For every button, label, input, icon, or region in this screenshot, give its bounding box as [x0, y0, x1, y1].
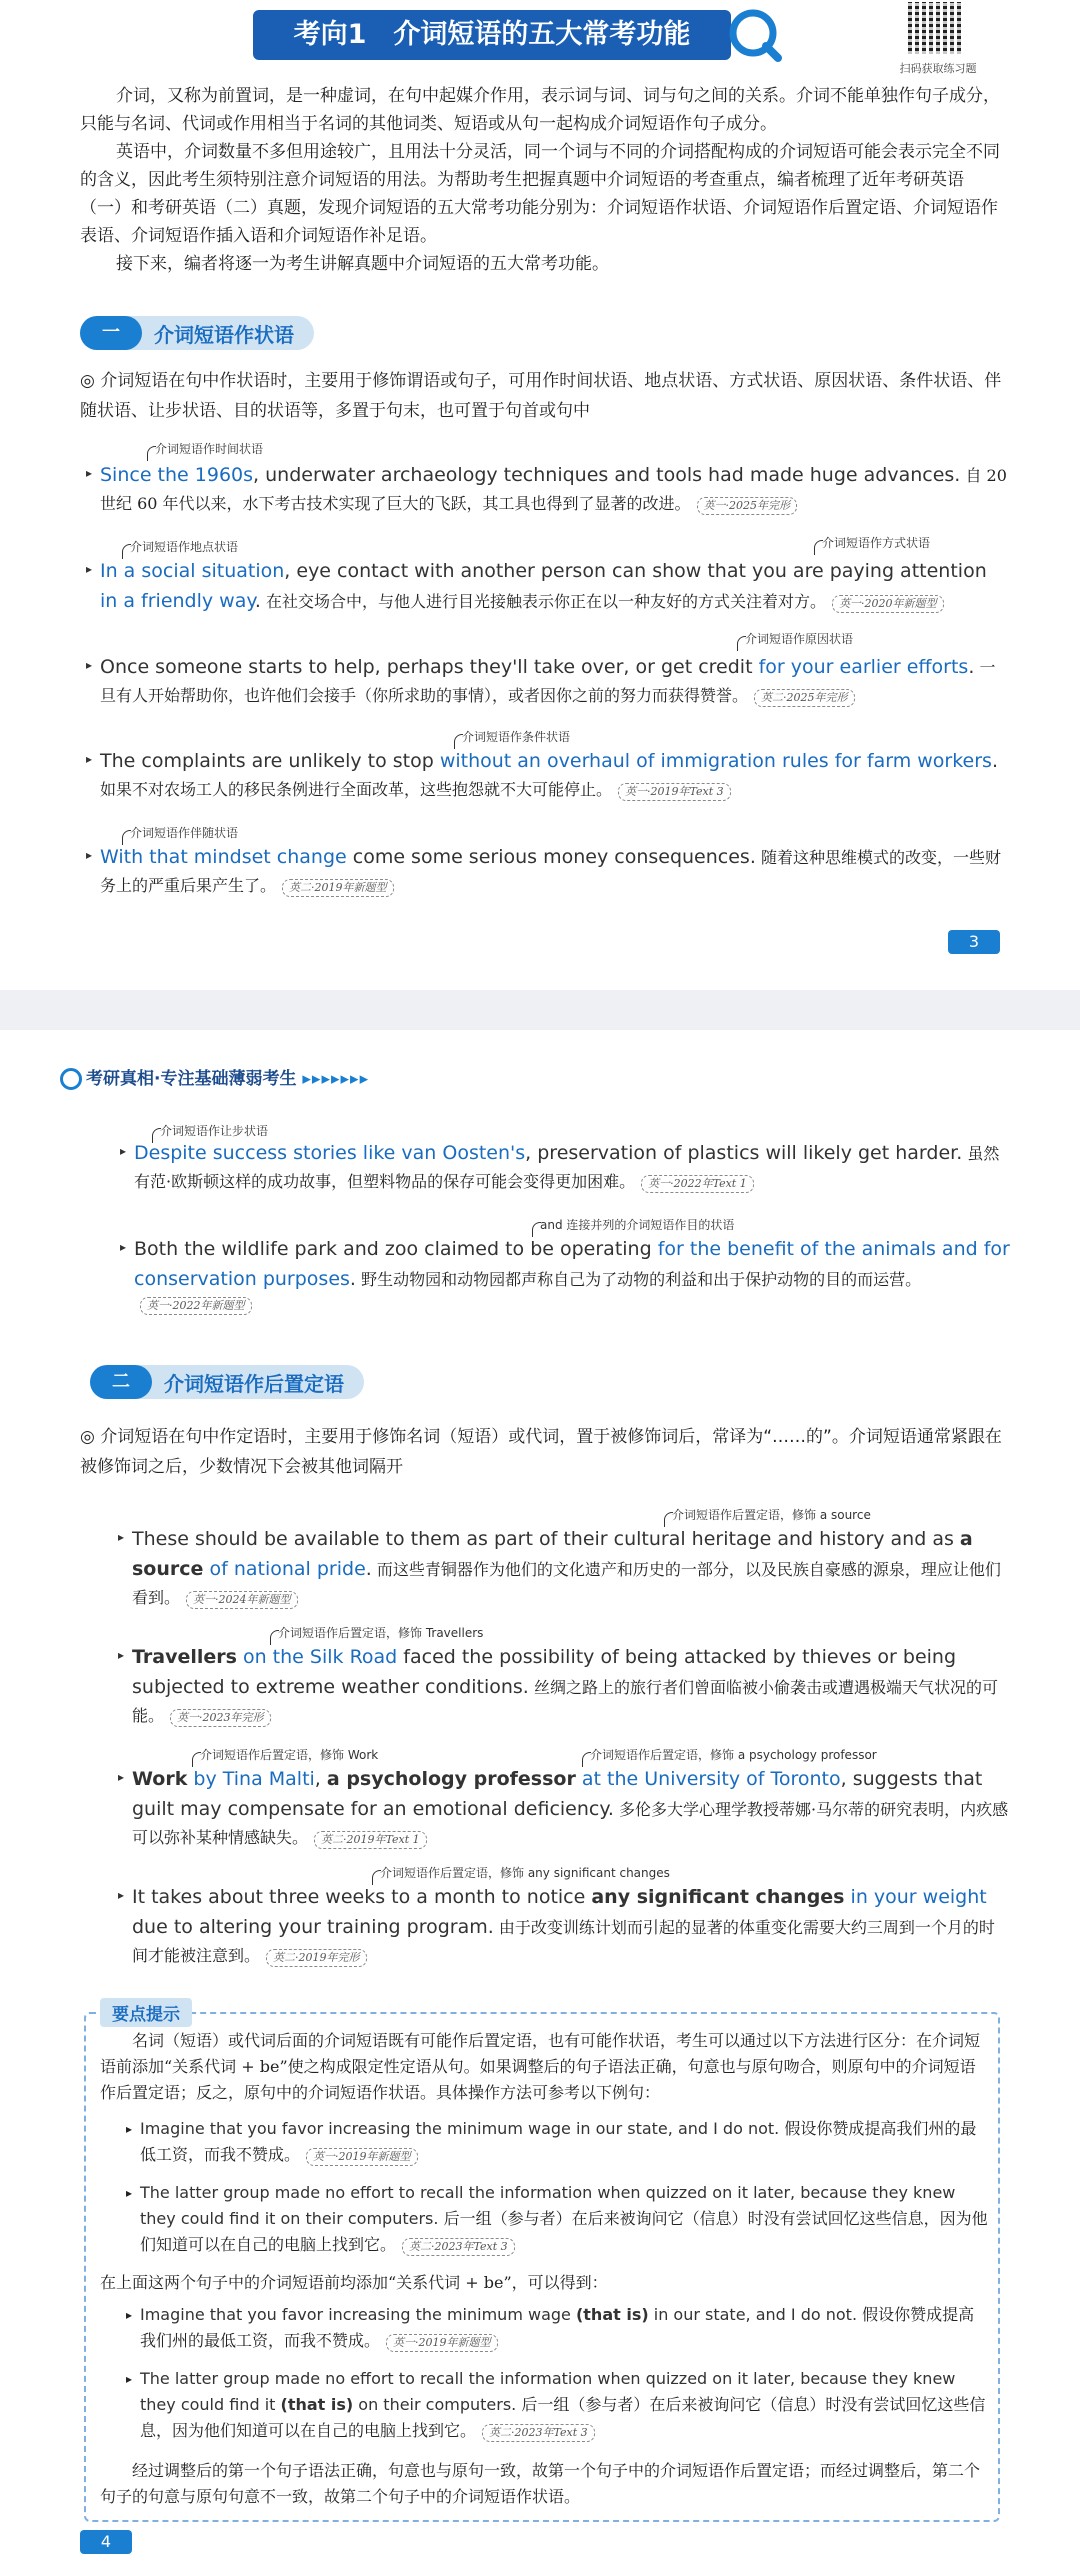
intro-paragraph-3: 接下来，编者将逐一为考生讲解真题中介词短语的五大常考功能。	[116, 254, 609, 274]
sentence-en: , preservation of plastics will likely get harder.	[525, 1142, 963, 1164]
example-item	[118, 1882, 1010, 1970]
highlight-phrase: without an overhaul of immigration rules for farm workers	[439, 750, 992, 772]
tips-example	[140, 2180, 990, 2258]
example-item	[118, 1524, 1010, 1612]
section-intro: ◎ 介词短语在句中作定语时，主要用于修饰名词（短语）或代词，置于被修饰词后，常译为“……的”。介词短语通常紧跟在被修饰词之后，少数情况下会被其他词隔开	[80, 1427, 1002, 1477]
annotation: 介词短语作后置定语，修饰 a psychology professor	[590, 1748, 877, 1762]
source-tag: 英一·2024年新题型	[186, 1591, 298, 1609]
tips-paragraph: 名词（短语）或代词后面的介词短语既有可能作后置定语，也有可能作状语，考生可以通过以下方法进行区分：在介词短语前添加“关系代词 + be”使之构成限定性定语从句。如果调整后的句子语法正确，句意也与原句吻合，则原句中的介词短语作后置定语；反之，原句中的介词短语作状语。具体操作方法可参考以下例句：	[100, 2031, 981, 2102]
highlight-phrase: in our state	[648, 2305, 746, 2324]
translation-zh: 野生动物园和动物园都声称自己为了动物的利益和出于保护动物的目的而运营。	[361, 1270, 922, 1289]
sentence-en: , and I do not.	[745, 2305, 858, 2324]
example-item	[86, 556, 1010, 616]
source-tag: 英一·2019年Text 3	[618, 783, 731, 801]
sentence-en: Imagine that you favor increasing the minimum wage	[140, 2119, 576, 2138]
source-tag: 英二·2023年Text 3	[482, 2424, 595, 2442]
qr-caption: 扫码获取练习题	[899, 62, 977, 75]
annotation: 介词短语作条件状语	[462, 730, 571, 744]
head-noun: a psychology professor	[326, 1768, 576, 1790]
bullet-icon: ▸	[118, 1530, 125, 1544]
annotation: 介词短语作后置定语，修饰 any significant changes	[380, 1866, 670, 1880]
source-tag: 英一·2019年新题型	[306, 2148, 418, 2166]
tips-example	[140, 2116, 990, 2168]
sentence-en: Both the wildlife park and zoo claimed to be operating	[134, 1238, 658, 1260]
inserted-relative: (that is)	[280, 2395, 354, 2414]
sentence-en: .	[991, 750, 999, 772]
translation-zh: 自 20 世纪 60 年代以来，水下考古技术实现了巨大的飞跃，其工具也得到了显著的改进。	[100, 466, 1007, 513]
annotation: and 连接并列的介词短语作目的状语	[540, 1218, 735, 1232]
intro-paragraph-2: 英语中，介词数量不多但用途较广，且用法十分灵活，同一个词与不同的介词搭配构成的介词短语可能会表示完全不同的含义，因此考生须特别注意介词短语的用法。为帮助考生把握真题中介词短语的考查重点，编者梳理了近年考研英语（一）和考研英语（二）真题，发现介词短语的五大常考功能分别为：介词短语作状语、介词短语作后置定语、介词短语作表语、介词短语作插入语和介词短语作补足语。	[80, 142, 1000, 246]
highlight-phrase: at the University of Toronto	[575, 1768, 841, 1790]
example-item	[118, 1642, 1010, 1730]
annotation: 介词短语作让步状语	[160, 1124, 269, 1138]
section-intro: ◎ 介词短语在句中作状语时，主要用于修饰谓语或句子，可用作时间状语、地点状语、方式状语、原因状语、条件状语、伴随状语、让步状语、目的状语等，多置于句末，也可置于句首或句中	[80, 371, 1002, 421]
highlight-phrase: in a friendly way	[100, 590, 255, 612]
bullet-icon: ▸	[120, 1240, 127, 1254]
sentence-en: Imagine that you favor increasing the minimum wage	[140, 2305, 576, 2324]
page-banner-title: 考向1 介词短语的五大常考功能	[253, 10, 731, 60]
source-tag: 英一·2022年新题型	[140, 1297, 252, 1315]
annotation: 介词短语作后置定语，修饰 Travellers	[278, 1626, 484, 1640]
source-tag: 英二·2019年Text 1	[314, 1831, 427, 1849]
sentence-en: The latter group made no effort to recall the information when quizzed on it later, because they knew they could find it	[140, 2183, 956, 2228]
annotation: 介词短语作伴随状语	[130, 826, 239, 840]
source-tag: 英二·2025年完形	[754, 689, 855, 707]
example-item	[118, 1764, 1010, 1852]
sentence-en: , and I do not.	[667, 2119, 780, 2138]
sentence-en: It takes about three weeks to a month to notice	[132, 1886, 592, 1908]
tips-example	[140, 2366, 990, 2444]
translation-zh: 后一组（参与者）在后来被询问它（信息）时没有尝试回忆这些信息，因为他们知道可以在自己的电脑上找到它。	[140, 2395, 986, 2440]
sentence-en: .	[254, 590, 261, 612]
sentence-en: .	[433, 2209, 439, 2228]
page-number: 3	[948, 930, 1000, 954]
head-noun: Travellers	[132, 1646, 237, 1668]
highlight-phrase: Despite success stories like van Oosten's	[134, 1142, 526, 1164]
bullet-icon: ▸	[118, 1888, 125, 1902]
qr-code-icon[interactable]	[908, 2, 964, 54]
highlight-phrase: in our state	[575, 2119, 668, 2138]
bullet-icon: ▸	[120, 1144, 127, 1158]
sentence-en: .	[349, 1268, 356, 1290]
sentence-en: , eye contact with another person can show that you are paying attention	[284, 560, 987, 582]
annotation: 介词短语作时间状语	[155, 442, 264, 456]
highlight-phrase: for your earlier efforts	[758, 656, 969, 678]
running-head	[60, 1064, 369, 1090]
head-noun: a source	[132, 1528, 973, 1580]
translation-zh: 假设你赞成提高我们州的最低工资，而我不赞成。	[140, 2119, 977, 2164]
source-tag: 英一·2020年新题型	[832, 595, 944, 613]
highlight-phrase: by Tina Malti	[187, 1768, 315, 1790]
translation-zh: 后一组（参与者）在后来被询问它（信息）时没有尝试回忆这些信息，因为他们知道可以在自己的电脑上找到它。	[140, 2209, 988, 2254]
bullet-icon: ▸	[118, 1770, 125, 1784]
translation-zh: 在社交场合中，与他人进行目光接触表示你正在以一种友好的方式关注着对方。	[266, 592, 827, 611]
example-item	[120, 1234, 1010, 1315]
bullet-icon: ▸	[86, 466, 93, 480]
page-3	[0, 0, 1080, 990]
magnifier-q-icon	[726, 6, 784, 64]
source-tag: 英二·2019年完形	[266, 1949, 367, 1967]
page-4	[0, 1030, 1080, 2567]
annotation: 介词短语作方式状语	[822, 536, 931, 550]
translation-zh: 丝绸之路上的旅行者们曾面临被小偷袭击或遭遇极端天气状况的可能。	[132, 1678, 998, 1725]
bullet-icon: ▸	[86, 752, 93, 766]
source-tag: 英一·2019年新题型	[386, 2334, 498, 2352]
magnifier-q-icon	[60, 1068, 82, 1090]
tips-label: 要点提示	[100, 1998, 192, 2027]
highlight-phrase: on their computers	[353, 2395, 512, 2414]
source-tag: 英一·2022年Text 1	[641, 1175, 754, 1193]
source-tag: 英二·2023年Text 3	[402, 2238, 515, 2256]
highlight-phrase: in your weight	[844, 1886, 987, 1908]
sentence-en: , underwater archaeology techniques and tools had made huge advances.	[253, 464, 961, 486]
example-item	[86, 652, 1010, 710]
annotation: 介词短语作后置定语，修饰 Work	[200, 1748, 379, 1762]
sentence-en: The latter group made no effort to recall the information when quizzed on it later, because they knew they could find it	[140, 2369, 956, 2414]
annotation: 介词短语作后置定语，修饰 a source	[672, 1508, 871, 1522]
arrows-icon: ▸▸▸▸▸▸▸	[302, 1069, 370, 1089]
section-number: 二	[90, 1365, 152, 1399]
highlight-phrase: on the Silk Road	[236, 1646, 398, 1668]
inserted-relative: (that is)	[575, 2305, 649, 2324]
translation-zh: 虽然有范·欧斯顿这样的成功故事，但塑料物品的保存可能会变得更加困难。	[134, 1144, 1000, 1191]
translation-zh: 假设你赞成提高我们州的最低工资，而我不赞成。	[140, 2305, 975, 2350]
sentence-en: .	[365, 1558, 372, 1580]
sentence-en: , suggests that guilt may compensate for an emotional deficiency.	[132, 1768, 983, 1820]
section-header-1	[80, 316, 314, 350]
sentence-en: due to altering your training program.	[132, 1916, 494, 1938]
source-tag: 英二·2019年新题型	[282, 879, 394, 897]
separator: ,	[314, 1768, 327, 1790]
sentence-en: Once someone starts to help, perhaps they'll take over, or get credit	[100, 656, 759, 678]
example-item	[120, 1138, 1010, 1196]
bullet-icon: ▸	[86, 848, 93, 862]
highlight-phrase: Since the 1960s	[100, 464, 254, 486]
translation-zh: 一旦有人开始帮助你，也许他们会接手（你所求助的事情），或者因你之前的努力而获得赞誉。	[100, 658, 996, 705]
bullet-icon: ▸	[118, 1648, 125, 1662]
source-tag: 英一·2025年完形	[697, 497, 798, 515]
example-item	[86, 460, 1010, 518]
sentence-en: .	[968, 656, 975, 678]
section-number: 一	[80, 316, 142, 350]
sentence-en: These should be available to them as part of their cultural heritage and history and as	[132, 1528, 960, 1550]
annotation: 介词短语作地点状语	[130, 540, 239, 554]
intro-paragraph-1: 介词，又称为前置词，是一种虚词，在句中起媒介作用，表示词与词、词与句之间的关系。介词不能单独作句子成分，只能与名词、代词或作用相当于名词的其他词类、短语或从句一起构成介词短语作句子成分。	[80, 86, 1000, 134]
highlight-phrase: With that mindset change	[100, 846, 347, 868]
translation-zh: 多伦多大学心理学教授蒂娜·马尔蒂的研究表明，内疚感可以弥补某种情感缺失。	[132, 1800, 1009, 1847]
translation-zh: 由于改变训练计划而引起的显著的体重变化需要大约三周到一个月的时间才能被注意到。	[132, 1918, 995, 1965]
source-tag: 英一·2023年完形	[170, 1709, 271, 1727]
sentence-en: .	[511, 2395, 517, 2414]
highlight-phrase: of national pride	[203, 1558, 366, 1580]
highlight-phrase: In a social situation	[100, 560, 285, 582]
sentence-en: come some serious money consequences.	[346, 846, 756, 868]
highlight-phrase: on their computers	[280, 2209, 434, 2228]
tips-example	[140, 2302, 990, 2354]
section-title: 介词短语作后置定语	[164, 1371, 344, 1396]
translation-zh: 随着这种思维模式的改变，一些财务上的严重后果产生了。	[100, 848, 1001, 895]
example-item	[86, 746, 1010, 804]
section-header-2	[90, 1365, 364, 1399]
section-title: 介词短语作状语	[154, 322, 294, 347]
head-noun: any significant changes	[591, 1886, 845, 1908]
tips-paragraph: 在上面这两个句子中的介词短语前均添加“关系代词 + be”，可以得到：	[100, 2273, 608, 2292]
tips-paragraph: 经过调整后的第一个句子语法正确，句意也与原句一致，故第一个句子中的介词短语作后置定语；而经过调整后，第二个句子的句意与原句句意不一致，故第二个句子中的介词短语作状语。	[100, 2461, 981, 2506]
page-gap	[0, 990, 1080, 1030]
head-noun: Work	[132, 1768, 188, 1790]
page-number: 4	[80, 2530, 132, 2554]
bullet-icon: ▸	[86, 658, 93, 672]
translation-zh: 而这些青铜器作为他们的文化遗产和历史的一部分，以及民族自豪感的源泉，理应让他们看到。	[132, 1560, 1001, 1607]
translation-zh: 如果不对农场工人的移民条例进行全面改革，这些抱怨就不大可能停止。	[100, 780, 613, 799]
sentence-en: faced the possibility of being attacked by thieves or being subjected to extreme weather conditions.	[132, 1646, 957, 1698]
annotation: 介词短语作原因状语	[745, 632, 854, 646]
bullet-icon: ▸	[86, 562, 93, 576]
sentence-en: The complaints are unlikely to stop	[100, 750, 440, 772]
highlight-phrase: for the benefit of the animals and for conservation purposes	[134, 1238, 1010, 1290]
example-item	[86, 842, 1010, 900]
running-head-text: 考研真相·专注基础薄弱考生	[86, 1069, 297, 1089]
